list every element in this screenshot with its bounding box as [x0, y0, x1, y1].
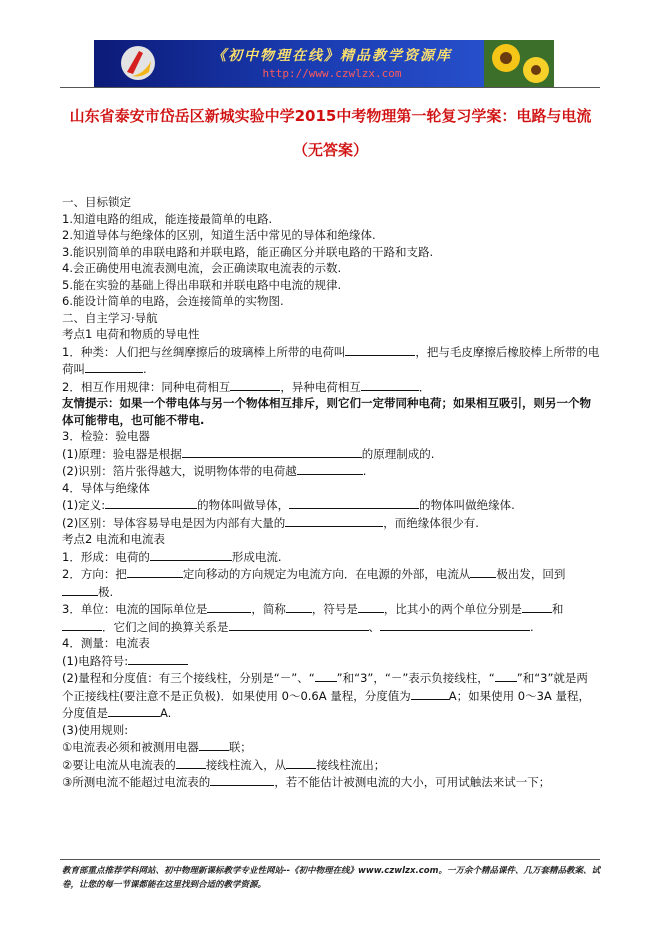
answer-blank[interactable]: [150, 548, 232, 561]
answer-blank[interactable]: [297, 462, 363, 475]
answer-blank[interactable]: [230, 378, 280, 391]
answer-blank[interactable]: [105, 496, 197, 509]
footer-text: 教育部重点推荐学科网站、初中物理新课标教学专业性网站--《初中物理在线》www.czwlzx.com。一万余个精品课件、几万套精品教案、试卷，让您的每一节课都能在这里找到合适的教学资源。: [62, 866, 600, 890]
section-heading: 二、自主学习·导航: [62, 310, 158, 325]
question-line: 3．单位：电流的国际单位是 ，简称 ，符号是 ，比其小的两个单位分别是 和: [62, 602, 564, 616]
goal-item: 6.能设计简单的电路，会连接简单的实物图.: [62, 294, 284, 308]
question-line: 2．方向：把 定向移动的方向规定为电流方向．在电源的外部，电流从 极出发，回到: [62, 567, 566, 581]
page-title: 山东省泰安市岱岳区新城实验中学2015中考物理第一轮复习学案：电路与电流（无答案）: [69, 107, 592, 159]
question-line: 个正接线柱(要注意不是正负极)．如果使用 0～0.6A 量程，分度值为 A；如果使用 0～3A 量程，: [62, 688, 590, 703]
goal-item: 3.能识别简单的串联电路和并联电路，能正确区分并联电路的干路和支路.: [62, 244, 434, 259]
question-line: (1)定义: 的物体叫做导体， 的物体叫做绝缘体.: [62, 498, 515, 512]
topic-heading: 考点2 电流和电流表: [62, 532, 165, 546]
question-line: 1．种类：人们把与丝绸摩擦后的玻璃棒上所带的电荷叫 ，把与毛皮摩擦后橡胶棒上所带的电: [62, 344, 600, 359]
answer-blank[interactable]: [85, 360, 143, 373]
goal-item: 5.能在实验的基础上得出串联和并联电路中电流的规律.: [62, 277, 342, 292]
banner-url: http://www.czwlzx.com: [262, 67, 402, 80]
question-line: 极.: [62, 583, 602, 601]
answer-blank[interactable]: [210, 773, 274, 786]
footer-divider: [60, 859, 600, 860]
document-body: [62, 194, 602, 791]
question-line: (2)区别：导体容易导电是因为内部有大量的 ，而绝缘体很少有.: [62, 515, 479, 530]
topic-heading: 考点1 电荷和物质的导电性: [62, 327, 200, 341]
question-line: (2)识别：箔片张得越大，说明物体带的电荷越 .: [62, 464, 367, 478]
answer-blank[interactable]: [176, 756, 206, 769]
answer-blank[interactable]: [182, 445, 362, 458]
answer-blank[interactable]: [286, 756, 316, 769]
header-banner: [94, 40, 554, 87]
answer-blank[interactable]: [380, 618, 530, 631]
answer-blank[interactable]: [522, 600, 552, 613]
goal-item: 1.知道电路的组成，能连接最简单的电路.: [62, 211, 273, 226]
question-heading: 3．检验：验电器: [62, 429, 150, 443]
header-divider: [60, 87, 600, 88]
question-heading: 4．导体与绝缘体: [62, 480, 150, 495]
rule-line: ③所测电流不能超过电流表的 ，若不能估计被测电流的大小，可用试触法来试一下；: [62, 775, 551, 789]
rule-line: ②要让电流从电流表的 接线柱流入，从 接线柱流出；: [62, 757, 386, 772]
answer-blank[interactable]: [108, 704, 160, 717]
question-line: 2．相互作用规律：同种电荷相互 ，异种电荷相互 ．: [62, 379, 431, 394]
answer-blank[interactable]: [345, 343, 415, 356]
answer-blank[interactable]: [229, 618, 369, 631]
question-heading: (3)使用规则:: [62, 722, 129, 737]
answer-blank[interactable]: [411, 687, 449, 700]
answer-blank[interactable]: [62, 618, 102, 631]
answer-blank[interactable]: [470, 565, 496, 578]
section-heading: 一、目标锁定: [62, 195, 131, 209]
question-line: 分度值是 A.: [62, 706, 172, 720]
question-line: (2)量程和分度值：有三个接线柱，分别是“－”、“ ”和“3”，“－”表示负接线柱，“ ”和“3”就是两: [62, 671, 588, 685]
tip-text: 友情提示：如果一个带电体与另一个物体相互排斥，则它们一定带同种电荷；如果相互吸引，则另一个物体可能带电，也可能不带电.: [62, 396, 591, 427]
question-line: 1．形成：电荷的 形成电流.: [62, 549, 282, 564]
goal-item: 4.会正确使用电流表测电流，会正确读取电流表的示数.: [62, 261, 342, 275]
goal-item: 2.知道导体与绝缘体的区别，知道生活中常见的导体和绝缘体.: [62, 228, 376, 242]
question-line: ．它们之间的换算关系是 、 .: [62, 618, 602, 636]
answer-blank[interactable]: [289, 496, 419, 509]
answer-blank[interactable]: [199, 738, 229, 751]
question-line: (1)电路符号:: [62, 652, 602, 670]
rule-line: ①电流表必须和被测用电器 联；: [62, 740, 252, 754]
sunflower-icon: [484, 40, 554, 87]
answer-blank[interactable]: [361, 378, 419, 391]
answer-blank[interactable]: [128, 652, 188, 665]
question-heading: 4．测量：电流表: [62, 636, 150, 650]
answer-blank[interactable]: [127, 565, 183, 578]
question-line: 荷叫 .: [62, 362, 147, 376]
answer-blank[interactable]: [358, 600, 384, 613]
answer-blank[interactable]: [62, 583, 98, 596]
answer-blank[interactable]: [286, 600, 312, 613]
logo-icon: [118, 44, 158, 82]
answer-blank[interactable]: [495, 669, 517, 682]
answer-blank[interactable]: [207, 600, 251, 613]
answer-blank[interactable]: [315, 669, 337, 682]
question-line: (1)原理：验电器是根据 的原理制成的.: [62, 446, 435, 461]
answer-blank[interactable]: [285, 514, 383, 527]
banner-title: 《初中物理在线》精品教学资源库: [212, 48, 452, 64]
